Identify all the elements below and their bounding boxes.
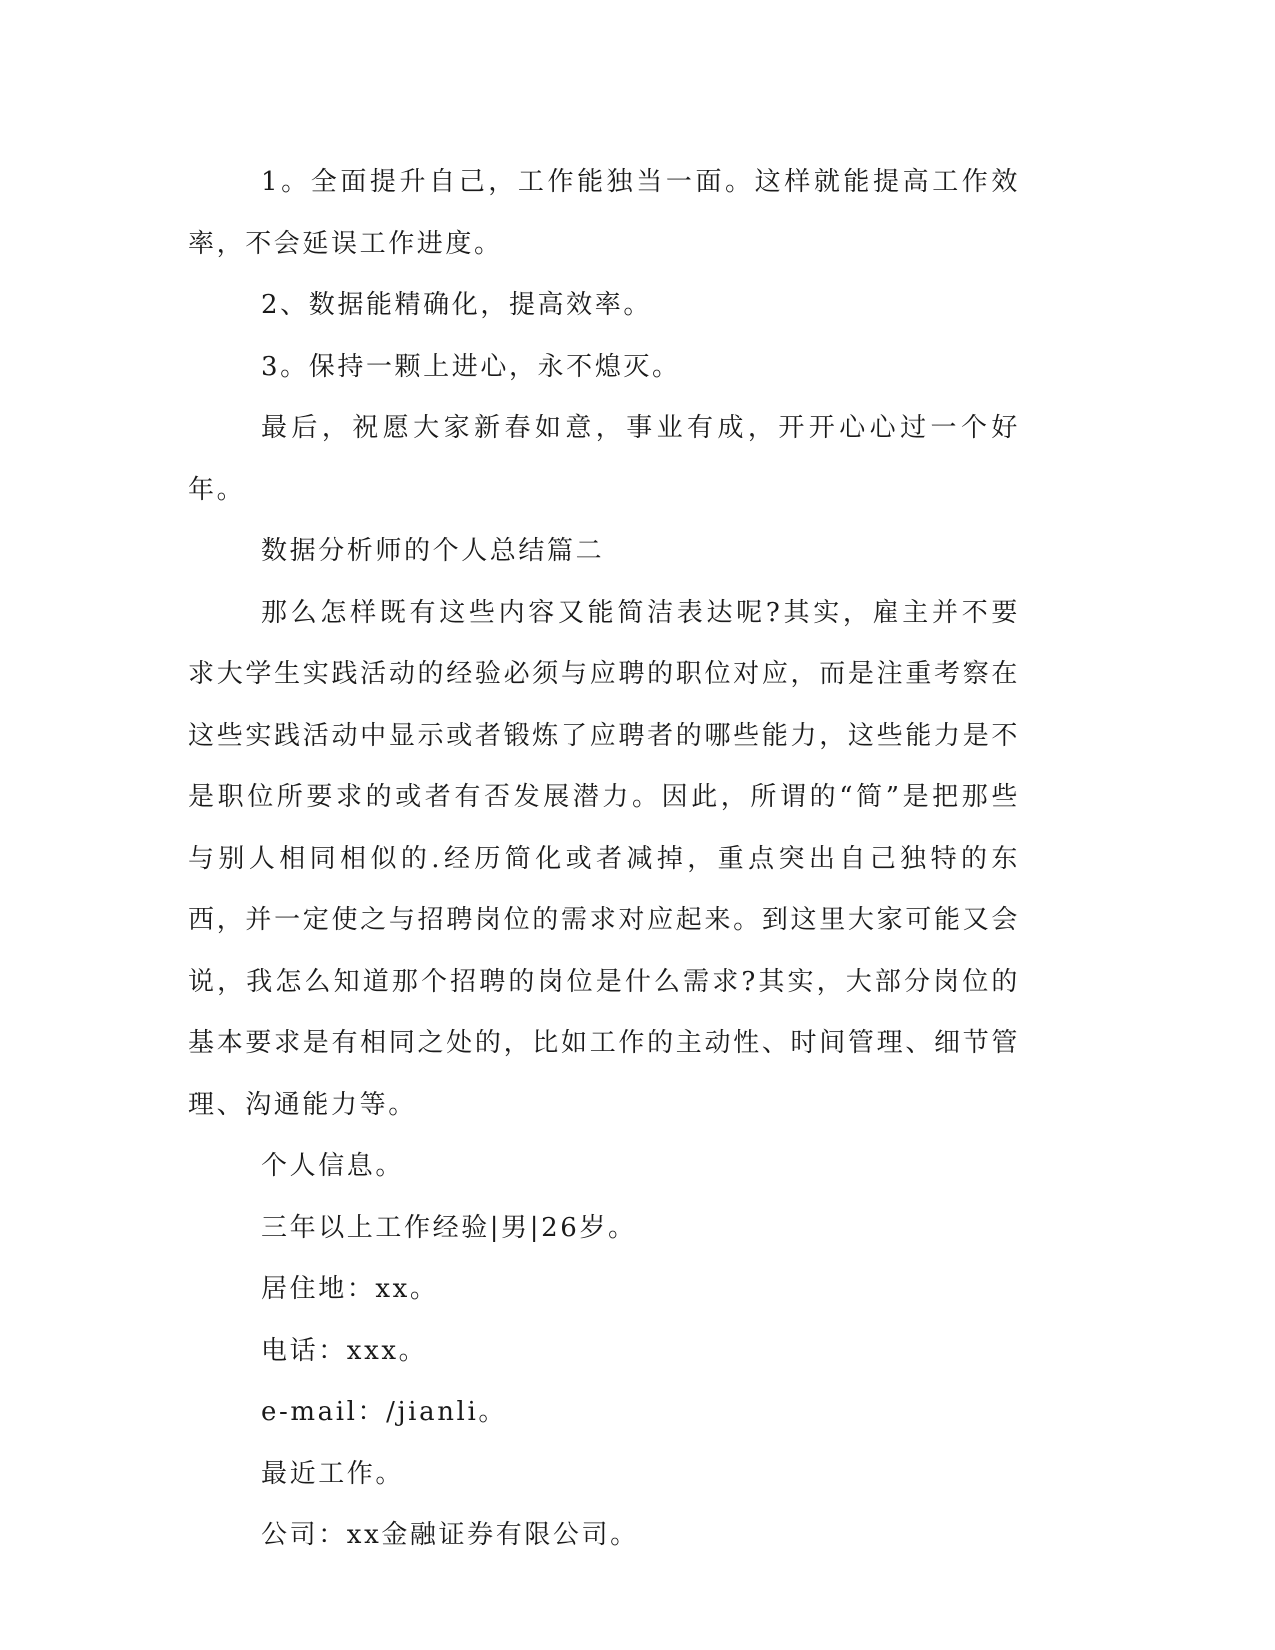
paragraph-data-precision: 2、数据能精确化，提高效率。 [261,290,652,320]
residence-line: 居住地：xx。 [261,1274,439,1304]
personal-info-heading: 个人信息。 [261,1151,405,1181]
paragraph-keep-motivated: 3。保持一颗上进心，永不熄灭。 [261,351,681,382]
email-line: e-mail：/jianli。 [261,1397,507,1427]
experience-line: 三年以上工作经验|男|26岁。 [261,1212,637,1243]
section-heading: 数据分析师的个人总结篇二 [261,536,605,566]
company-line: 公司：xx金融证券有限公司。 [261,1520,639,1550]
paragraph-improve-self: 1。全面提升自己，工作能独当一面。这样就能提高工作效率，不会延误工作进度。 [188,167,1020,259]
recent-work-heading: 最近工作。 [261,1458,405,1489]
paragraph-resume-advice: 那么怎样既有这些内容又能简洁表达呢?其实，雇主并不要求大学生实践活动的经验必须与应聘的职位对应，而是注重考察在这些实践活动中显示或者锻炼了应聘者的哪些能力，这些能力是不是职位所要求的或者有否发展潜力。因此，所谓的“简”是把那些与别人相同相似的.经历简化或者减掉，重点突出自己独特的东西，并一定使之与招聘岗位的需求对应起来。到这里大家可能又会说，我怎么知道那个招聘的岗位是什么需求?其实，大部分岗位的基本要求是有相同之处的，比如工作的主动性、时间管理、细节管理、沟通能力等。 [188,597,1020,1120]
phone-line: 电话：xxx。 [261,1335,428,1366]
paragraph-new-year-wishes: 最后，祝愿大家新春如意，事业有成，开开心心过一个好年。 [188,413,1020,505]
